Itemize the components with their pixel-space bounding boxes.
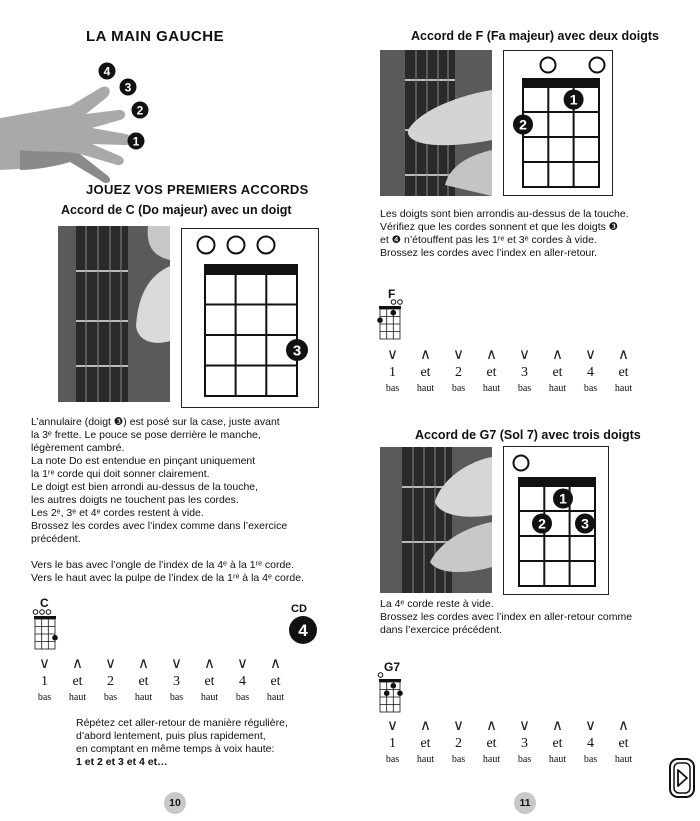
text-line: les autres doigts ne touchent pas les cordes. (31, 494, 239, 506)
direction: haut (614, 754, 633, 765)
diagram-finger-3: 3 (581, 515, 589, 532)
direction: bas (451, 754, 466, 765)
chord-c-diagram (181, 228, 319, 408)
direction: haut (416, 754, 435, 765)
page-number-right: 11 (514, 792, 536, 814)
direction: bas (235, 692, 250, 703)
chord-f-diagram (503, 50, 613, 196)
mini-chord-c-name: C (40, 596, 49, 610)
text-line: en comptant en même temps à voix haute: (76, 743, 275, 755)
page-title: LA MAIN GAUCHE (86, 28, 225, 45)
count: 4 (587, 365, 594, 380)
count: et (618, 365, 629, 380)
cd-track-badge (288, 615, 318, 645)
diagram-finger-2: 2 (538, 515, 546, 532)
count: 2 (455, 365, 462, 380)
strum-arrow: ∨ (585, 716, 596, 734)
page-number-left: 10 (164, 792, 186, 814)
text-line: L’annulaire (doigt ❸) est posé sur la case, juste avant (31, 416, 280, 428)
mini-chord-f-diagram (377, 299, 407, 341)
rhythm-c (28, 654, 292, 703)
direction: haut (68, 692, 87, 703)
strum-arrow: ∧ (618, 345, 629, 363)
strum-arrow: ∨ (39, 654, 50, 672)
chord-g7-text (380, 598, 680, 637)
direction: haut (482, 383, 501, 394)
text-line: la 3ᵉ frette. Le pouce se pose derrière le manche, (31, 429, 261, 441)
count: et (552, 736, 563, 751)
diagram-finger-2: 2 (519, 116, 527, 133)
strum-arrow: ∨ (387, 345, 398, 363)
chord-c-title: Accord de C (Do majeur) avec un doigt (61, 203, 292, 217)
strum-arrow: ∨ (585, 345, 596, 363)
direction: bas (583, 383, 598, 394)
text-line: la 1ʳᵉ corde qui doit sonner clairement. (31, 468, 210, 480)
text-line: Les doigts sont bien arrondis au-dessus de la touche. (380, 208, 629, 220)
count: 3 (521, 736, 528, 751)
strum-arrow: ∧ (552, 716, 563, 734)
strum-arrow: ∧ (204, 654, 215, 672)
direction: bas (103, 692, 118, 703)
count: 2 (455, 736, 462, 751)
cd-track-number: 4 (298, 621, 308, 640)
text-line: Les 2ᵉ, 3ᵉ et 4ᵉ cordes restent à vide. (31, 507, 204, 519)
direction: bas (37, 692, 52, 703)
finger-label: 3 (124, 80, 132, 95)
count: et (420, 736, 431, 751)
strum-arrow: ∨ (105, 654, 116, 672)
direction: haut (548, 754, 567, 765)
direction: bas (517, 754, 532, 765)
chord-c-photo (58, 226, 170, 402)
count: 2 (107, 674, 114, 689)
strum-arrow: ∨ (237, 654, 248, 672)
text-line: La 4ᵉ corde reste à vide. (380, 598, 494, 610)
mini-chord-c-diagram (32, 609, 62, 651)
count: 1 (389, 365, 396, 380)
text-line: Répétez cet aller-retour de manière régulière, (76, 717, 288, 729)
strum-arrow: ∧ (138, 654, 149, 672)
strum-arrow: ∨ (519, 345, 530, 363)
count: et (618, 736, 629, 751)
count: et (72, 674, 83, 689)
chord-g7-photo (380, 447, 492, 593)
strum-arrow: ∨ (453, 345, 464, 363)
mini-chord-g7-name: G7 (384, 660, 401, 674)
chord-f-title: Accord de F (Fa majeur) avec deux doigts (411, 29, 659, 43)
strum-arrow: ∧ (486, 345, 497, 363)
direction: haut (200, 692, 219, 703)
finger-number-2 (131, 101, 149, 124)
direction: bas (517, 383, 532, 394)
rhythm-f (376, 345, 640, 394)
finger-label: 1 (132, 134, 140, 149)
finger-number-1 (127, 132, 145, 155)
count: 3 (521, 365, 528, 380)
finger-label: 2 (136, 103, 144, 118)
strum-arrow: ∨ (519, 716, 530, 734)
text-line: Brossez les cordes avec l’index en aller-retour comme (380, 611, 633, 623)
count: et (204, 674, 215, 689)
strum-arrow: ∨ (453, 716, 464, 734)
text-line: Brossez les cordes avec l’index en aller-retour. (380, 247, 598, 259)
text-line: Vers le haut avec la pulpe de l’index de la 1ʳᵉ à la 4ᵉ corde. (31, 572, 304, 584)
text-line: Vérifiez que les cordes sonnent et que les doigts ❸ (380, 221, 619, 233)
count: et (486, 736, 497, 751)
direction: haut (482, 754, 501, 765)
direction: haut (134, 692, 153, 703)
next-page-icon[interactable] (668, 757, 696, 799)
direction: bas (385, 754, 400, 765)
mini-chord-f-name: F (388, 287, 396, 301)
text-line: et ❹ n’étouffent pas les 1ʳᵉ et 3ᵉ cordes à vide. (380, 234, 597, 246)
count: et (552, 365, 563, 380)
strum-arrow: ∧ (270, 654, 281, 672)
strum-arrow: ∧ (618, 716, 629, 734)
diagram-finger-3: 3 (292, 342, 302, 360)
count: 3 (173, 674, 180, 689)
direction: bas (385, 383, 400, 394)
strum-arrow: ∧ (552, 345, 563, 363)
chord-c-text (31, 416, 331, 585)
text-line: Vers le bas avec l’ongle de l’index de la 4ᵉ à la 1ʳᵉ corde. (31, 559, 295, 571)
count: et (270, 674, 281, 689)
count: 4 (239, 674, 246, 689)
count: et (420, 365, 431, 380)
rhythm-g7 (376, 716, 640, 765)
text-line: légèrement cambré. (31, 442, 125, 454)
cd-label: CD (291, 603, 307, 615)
count: 4 (587, 736, 594, 751)
footer-instructions (76, 717, 336, 769)
section-title: JOUEZ VOS PREMIERS ACCORDS (86, 182, 309, 197)
chord-f-text (380, 208, 680, 260)
direction: haut (416, 383, 435, 394)
finger-number-3 (119, 78, 137, 101)
count: 1 (389, 736, 396, 751)
footer-bold: 1 et 2 et 3 et 4 et… (76, 756, 168, 768)
count: et (138, 674, 149, 689)
text-line: d’abord lentement, puis plus rapidement, (76, 730, 266, 742)
direction: haut (548, 383, 567, 394)
count: 1 (41, 674, 48, 689)
text-line: La note Do est entendue en pinçant uniquement (31, 455, 256, 467)
strum-arrow: ∨ (387, 716, 398, 734)
text-line: dans l’exercice précédent. (380, 624, 502, 636)
chord-f-photo (380, 50, 492, 196)
text-line: précédent. (31, 533, 81, 545)
mini-chord-g7-diagram (377, 672, 407, 714)
direction: bas (583, 754, 598, 765)
diagram-finger-1: 1 (569, 91, 578, 108)
chord-g7-title: Accord de G7 (Sol 7) avec trois doigts (415, 428, 641, 442)
strum-arrow: ∧ (486, 716, 497, 734)
strum-arrow: ∨ (171, 654, 182, 672)
direction: bas (169, 692, 184, 703)
direction: haut (266, 692, 285, 703)
diagram-finger-1: 1 (559, 490, 567, 507)
finger-number-4 (98, 62, 116, 85)
strum-arrow: ∧ (420, 716, 431, 734)
count: et (486, 365, 497, 380)
finger-label: 4 (103, 64, 111, 79)
direction: haut (614, 383, 633, 394)
text-line: Brossez les cordes avec l’index comme dans l’exercice (31, 520, 288, 532)
strum-arrow: ∧ (420, 345, 431, 363)
chord-g7-diagram (503, 446, 609, 595)
text-line: Le doigt est bien arrondi au-dessus de la touche, (31, 481, 259, 493)
strum-arrow: ∧ (72, 654, 83, 672)
direction: bas (451, 383, 466, 394)
